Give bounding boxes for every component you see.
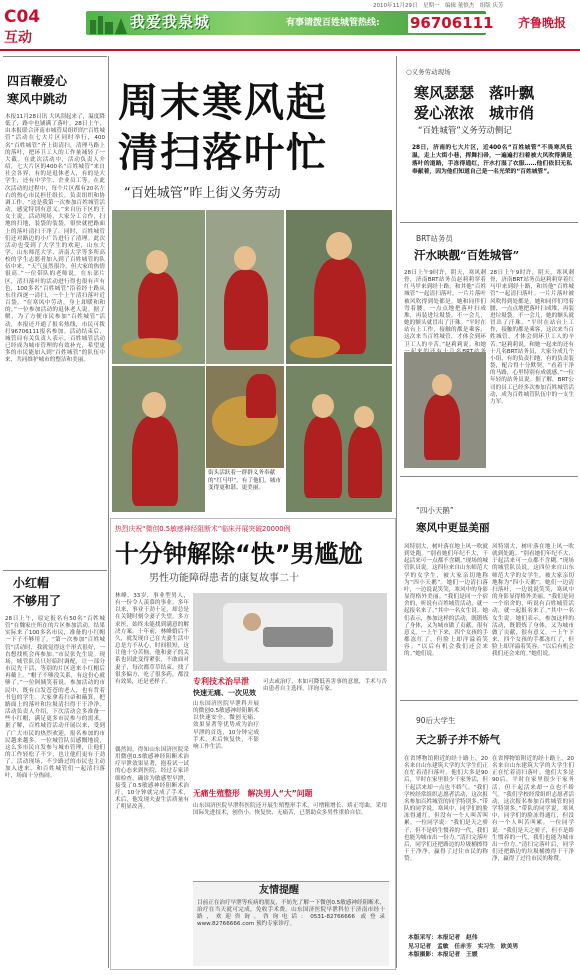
article-red-caps — [3, 570, 107, 970]
ad-box-2-body: 山东国济医院早泄科医院还开展生殖整形手术，可增粗增长、矫正弯曲，采用国际先进技术，创伤小、恢复快、无痛苦，已帮助众多男性重拾自信。 — [193, 803, 387, 817]
credit-line-1: 本版采写：本报记者 赵伟 — [408, 935, 478, 941]
article-headline-2: 不够用了 — [13, 594, 62, 608]
brt-body-right: 28日上午9时许，阴天，寒风刺骨，济南BRT站务员赵莉莉穿着红马甲来到经十路，和其他“百姓城管”一起清扫落叶。一片片落叶被风吹得到处都是，她和同伴们弯着腰，一点点地把落叶扫成堆，再装进垃圾袋。不一会儿，她的额头就冒出了汗珠。“平时在站台上工作，接触的都是乘客，这次来当百姓城管，才体会到环卫工人的辛苦。”赵莉莉说。和她一起来的还有十几名BRT站务员，大家分成几个小组，有的负责扫地，有的负责装袋，配合得十分默契。“看着干净的马路，心里特别有成就感。”一位年轻的站务员说。据了解，BRT公司的员工已经多次参加百姓城管活动，成为百姓城管队伍中的一支生力军。 — [490, 270, 575, 405]
circle-bullet-icon: ○ — [406, 68, 412, 76]
main-subheadline: “百姓城管”昨上街义务劳动 — [124, 186, 281, 201]
young-kicker: “四小天鹅” — [416, 506, 454, 515]
ad-notice — [193, 881, 389, 966]
article-headline-1: 四百鞭爱心 — [7, 74, 68, 88]
article-body: 28日上午，原定报名有50名“百姓城管”在魏家庄所在的片区参加活动，结果实际来了100多名市民，准备的小红帽一下子不够用了。“第一次参加“百姓城管”活动时，我就觉得这个形式很好，一直想找机会再参加。”市民张先生说。现场，城管队员只好临时调配，让一部分市民先干活，等别的片区送来小红帽后再戴上。“帽子不够没关系，有这份心就够了。”一位阿姨笑着说。参加活动的市民中，既有白发苍苍的老人，也有背着书包的学生。大家拿着扫帚和簸箕，把路面上的落叶和垃圾清扫得干干净净。活动负责人介绍，下次活动会多准备一些小红帽，满足更多市民参与的需求。据了解，百姓城管活动开展以来，受到了广大市民的热烈欢迎，报名参加的市民越来越多。一位城管队员感慨地说，这么多市民自发参与城市管理，让他们的工作轻松了不少，也让他们更有干劲了。活动现场，不少路过的市民也主动加入进来，和百姓城管们一起清扫落叶，场面十分热闹。 — [5, 616, 105, 780]
young-story — [400, 476, 578, 696]
page-code: C04 — [4, 7, 41, 27]
article-warm-hearts — [3, 56, 107, 568]
ad-notice-body: 目前正在治疗早泄等疾病的朋友，不妨先了解一下微创0.5敏感神经阻断术，治疗在当天就可完成，免收手术费。山东国济医院早泄科位于济南市经十路，欢迎咨询。咨询电话：0531-82766666 或登录 www.82766666.com 预约专家诊疗。 — [197, 900, 385, 928]
column-divider — [396, 56, 397, 968]
photo-sweepers-center — [206, 210, 284, 364]
section-label: 互动 — [4, 30, 32, 46]
ad-headline: 十分钟解除“快”男尴尬 — [115, 540, 363, 568]
photo-caption: 街头活跃着一群群义务奉献的“红马甲”，有了他们，城市变得更和谐、更美丽。 — [208, 470, 281, 492]
ad-box-2-title: 无痛生殖整形 解决男人“大”问题 — [193, 789, 313, 798]
main-headline-1: 周末寒风起 — [118, 79, 328, 126]
brt-story — [400, 222, 578, 472]
side-lead: 28日，济南的七大片区，近400名“百姓城管”不畏寒风低温，走上大街小巷，挥舞扫帚，一遍遍打扫着被大风吹得满是落叶的道路，手冻得通红，汗水打湿了衣服……他们依旧无私奉献着，因为他们知道自己是一名光荣的“百姓城管”。 — [412, 145, 572, 176]
photo-sweeper-right — [286, 210, 392, 364]
photo-brt-sweeper — [404, 352, 486, 468]
hotline-label: 有事请拨百姓城管热线: — [286, 18, 380, 28]
article-rule — [400, 700, 578, 701]
ad-top-line: 热烈庆祝“微创0.5敏感神经阻断术”临床开展突破20000例 — [115, 525, 291, 533]
photo-sweepers-bottom-right — [286, 366, 392, 512]
young-body-left: 风特别大，树叶落在地上风一吹就到处跑。“别看她们年纪不大，干起活来可一点都不含糊。”现场的城管队员说。这四位来自山东师范大学的女学生，被大家亲切地称为“四小天鹅”。她们一边清扫落叶，一边说说笑笑，寒风中的身影显得格外美丽。“我们是同一个宿舍的，听说有百姓城管活动，就一起报名来了。”其中一名女生说。她们表示，参加这样的活动，既锻炼了身体，又为城市做了贡献，很有意义。一上午下来，四个女孩的手都冻红了，但脸上却洋溢着笑容。“以后有机会我们还会来的。”她们说。 — [404, 544, 489, 658]
hotline-number: 96706111 — [410, 14, 494, 32]
ad-photo-man — [193, 593, 387, 671]
kicker-text: 义务劳动现场 — [411, 68, 451, 76]
main-story — [112, 60, 392, 515]
masthead — [0, 0, 580, 50]
credits — [408, 934, 518, 960]
banner — [86, 11, 494, 35]
side-feature — [400, 58, 578, 218]
ad-column-2: 偶然间，得知山东国济医院采用微创0.5敏感神经阻断术治疗早泄效果显著，抱着试一试的心态来到医院，经过专家详细检查，确诊为敏感型早泄，接受了0.5敏感神经阻断术治疗，10分钟就完成了手术，术后，他发现夫妻生活质量有了明显改善。 — [115, 747, 189, 811]
city-skyline-icon — [88, 12, 128, 34]
article-rule — [3, 570, 107, 571]
ad-box-1-title: 专利技术治早泄 — [193, 677, 249, 686]
young-headline: 寒风中更显美丽 — [416, 522, 490, 534]
masthead-rule — [0, 49, 580, 51]
article-rule — [400, 222, 578, 223]
brt-headline: 汗水映靓“百姓城管” — [414, 248, 520, 262]
photo-sweeper-small — [112, 210, 205, 364]
brt-kicker: BRT站务员 — [416, 234, 453, 243]
advertisement — [110, 518, 396, 970]
article-headline-1: 小红帽 — [13, 576, 50, 590]
photo-leaves-pile — [206, 366, 284, 468]
ad-subhead: 男性功能障碍患者的康复故事二十 — [149, 573, 299, 584]
side-headline-1: 寒风瑟瑟 落叶飘 — [414, 84, 535, 102]
brt-body-left: 28日上午9时许，阴天，寒风刺骨，济南BRT站务员赵莉莉穿着红马甲来到经十路，和其他“百姓城管”一起清扫落叶。一片片落叶被风吹得到处都是，她和同伴们弯着腰，一点点地把落叶扫成堆，再装进垃圾袋。不一会儿，她的额头就冒出了汗珠。“平时在站台上工作，接触的都是乘客，这次来当百姓城管，才体会到环卫工人的辛苦。”赵莉莉说。和她 — [404, 270, 486, 348]
elder-headline: 天之骄子并不娇气 — [416, 734, 500, 746]
banner-slogan: 我爱我泉城 — [130, 13, 211, 31]
ad-column-1: 林峰，33岁，事业型男人，有一份令人羡慕的事业。多年以来，事业干劲十足，却总是在关键时刻令妻子失望。多方求医，始终未能找到满意的解决方案。十年前，林峰婚后不久，就发现自己在夫妻生活中总是力不从心，时间很短，这让他十分苦恼，他和妻子的关系也因此变得紧张，不敢面对妻子，每次都草草结束，找了很多偏方，吃了很多药，都没有效果，还是老样子。 — [115, 593, 189, 685]
paper-logo: 齐鲁晚报 — [518, 16, 567, 30]
ad-box-3: 可去或治疗，本如可降低善害事的意愿，手术与否由患者自主选择，详询专家。 — [263, 679, 387, 693]
side-kicker — [406, 68, 451, 76]
side-headline-2: 爱心浓浓 城市俏 — [414, 104, 535, 122]
photo-sweeper-bottom-left — [112, 366, 205, 512]
credit-line-3: 本版摄影：本报记者 王媛 — [408, 952, 478, 959]
article-rule — [3, 56, 107, 57]
ad-box-1-sub: 快速无痛、一次见效 — [193, 689, 256, 697]
credit-line-2: 见习记者 孟敏 任赤芳 实习生 欧美男 — [408, 943, 519, 950]
date-line: 2010年11月29日 星期一 编辑 董慎杰 组版 庆芳 — [373, 3, 504, 9]
elder-story — [400, 700, 578, 970]
article-body: 本报11月28日讯 大风刮起来了，温度降低了，路中也铺满了落叶。28日上午，由本报联合济南市城管局组织的“百姓城管”活动在七大片区同时举行，400名“百姓城管”齐上街清扫，清理马路上的落叶，把环卫工人的工作量减轻了一大截。在此次活动中，活动负责人介绍，七大片区的400名“百姓城管”来自社会各界，有的是退休老人，有的是大学生，还有中学生、企业员工等。在此次活动的过程中，每个片区都有20名左右的热心市民担任组长，负责组织和协调工作。“这是我第一次参加百姓城管活动，感觉特别有意义。”来自历下区的王女士说。活动现场，大家分工合作，扫地的扫地，装袋的装袋，很快就把路面上的落叶清扫干净了。同时，百姓城管们还对路边的小广告进行了清理。此次活动也受到了大学生的欢迎，山东大学、山东师范大学、济南大学等多所高校的学生志愿者加入到了百姓城管的队伍中来。“天气虽然很冷，但大家的热情很高。”一位带队的老师说。在东部片区，清扫落叶的活动进行得也很有声有色，100多名“百姓城管”沿着经十路从东往西逐一清扫，一个上午清扫落叶近百袋。“在寒风中劳动，身上却暖和和的。”一位参加活动的退休老人说。据了解，为了方便市民参加“百姓城管”活动，本报还开通了报名热线，市民可拨打96706111报名参加。活动结束后，城管局有关负责人表示，百姓城管活动已经成为城市管理的有效补充，希望更多的市民能加入到“百姓城管”的队伍中来，共同维护城市的整洁和美丽。 — [5, 114, 105, 364]
elder-body-left: 在省博物馆附近的经十路上，20名来自山东建筑大学的大学生们正在忙着清扫落叶。他们大多是90后，平时在家里很少干家务活，但干起活来却一点也不娇气。“我们学校经常组织志愿者活动，这次报名参加百姓城管的同学特别多。”带队的同学说。寒风中，同学们的脸冻得通红，但没有一个人叫苦叫累。一位同学说：“我们是天之骄子，但不是娇生惯养的一代，我们也能为城市出一份力。”清扫完落叶后，同学们还把路边的垃圾桶擦得干干净净，赢得了过往市民的称赞。 — [404, 756, 489, 863]
article-headline-2: 寒风中跳动 — [7, 92, 68, 106]
ad-notice-title: 友情提醒 — [259, 885, 299, 896]
ad-box-1-body: 山东国济医院早泄科开展的微创0.5敏感神经阻断术以快速安全、微创无痛、效果显著等优势成为治疗早泄的首选，10分钟完成手术，术后恢复快，不影响工作生活。 — [193, 701, 259, 750]
young-body-right: 风特别大，树叶落在地上风一吹就到处跑。“别看她们年纪不大，干起活来可一点都不含糊。”现场的城管队员说。这四位来自山东师范大学的女学生，被大家亲切地称为“四小天鹅”。她们一边清扫落叶，一边说说笑笑，寒风中的身影显得格外美丽。“我们是同一个宿舍的，听说有百姓城管活动，就一起报名来了。”其中一名女生说。她们表示，参加这样的活动，既锻炼了身体，又为城市做了贡献，很有意义。一上午下来，四个女孩的手都冻红了，但脸上却洋溢着笑容。“以后有机会我们还会来的。”她们说。 — [492, 544, 574, 658]
main-headline-2: 清扫落叶忙 — [118, 129, 328, 176]
elder-body-right: 在省博物馆附近的经十路上，20名来自山东建筑大学的大学生们正在忙着清扫落叶。他们大多是90后，平时在家里很少干家务活，但干起活来却一点也不娇气。“我们学校经常组织志愿者活动，这次报名参加百姓城管的同学特别多。”带队的同学说。寒风中，同学们的脸冻得通红，但没有一个人叫苦叫累。一位同学说：“我们是天之骄子，但不是娇生惯养的一代，我们也能为城市出一份力。”清扫完落叶后，同学们还把路边的垃圾桶擦得干干净净，赢得了过往市民的称赞。 — [492, 756, 574, 863]
side-subheadline: “百姓城管”义务劳动侧记 — [418, 126, 512, 136]
elder-kicker: 90后大学生 — [416, 716, 456, 725]
article-rule — [400, 476, 578, 477]
column-divider — [108, 56, 109, 968]
